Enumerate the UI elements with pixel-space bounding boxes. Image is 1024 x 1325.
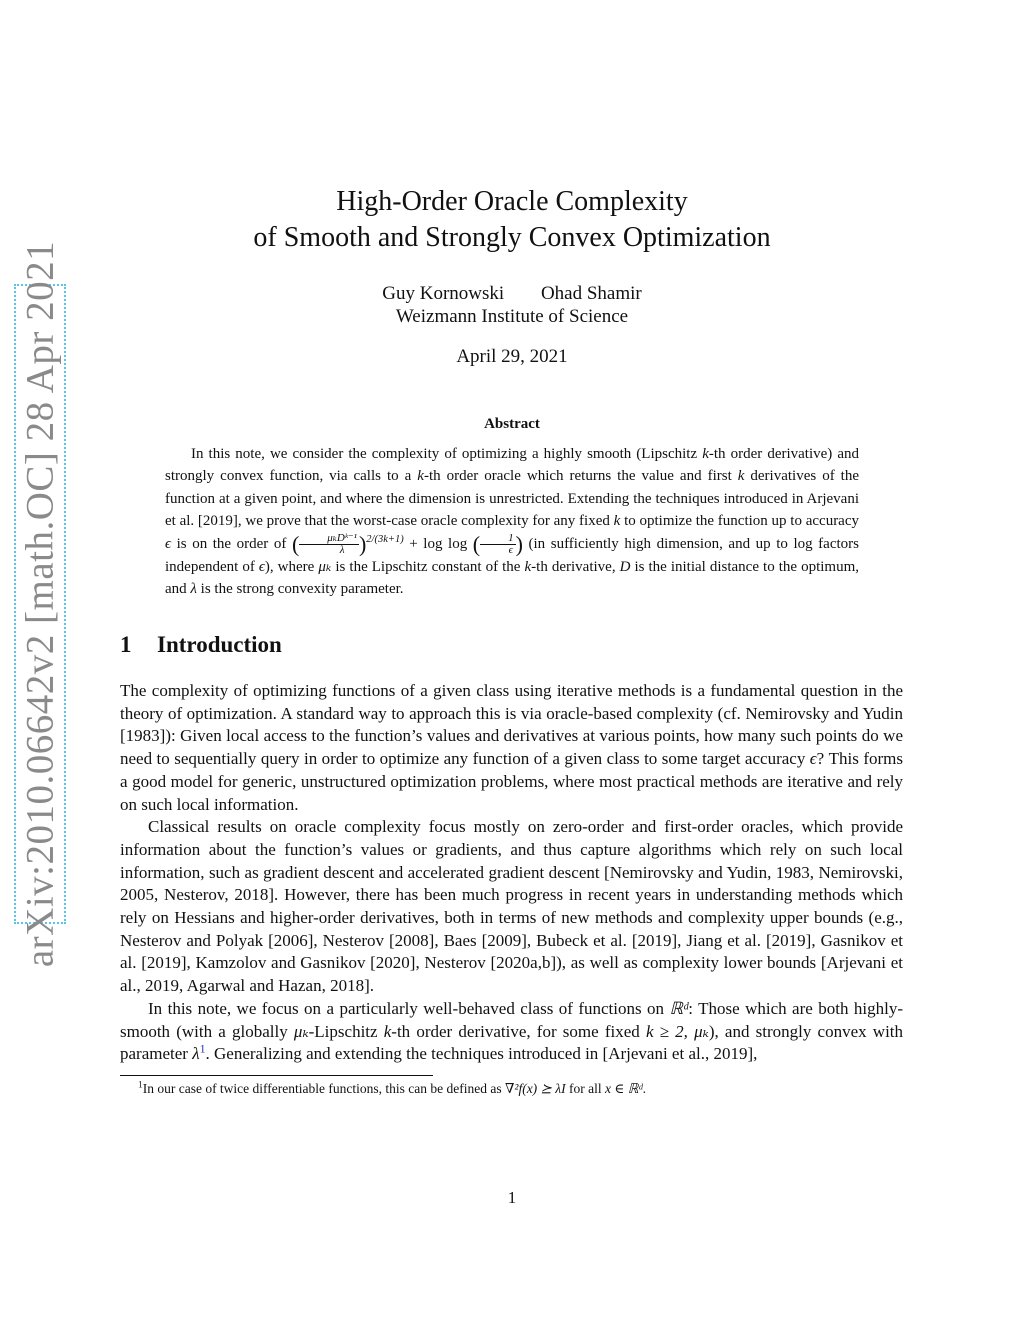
footnote-number: 1 [138, 1080, 143, 1091]
title-line-1: High-Order Oracle Complexity [336, 186, 688, 217]
complexity-fraction: $\frac{\text{μₖDᵏ⁻¹}}{\lambda}$ [299, 533, 359, 556]
citation-link[interactable]: Arjevani et al., 2019, Agarwal and Hazan, 2018 [120, 953, 903, 996]
citation-link[interactable]: Nemirovsky and Yudin, 1983, Nemirovski, 2005, Nesterov, 2018 [120, 862, 903, 905]
citation-link[interactable]: Arjevani et al., 2019 [608, 1044, 748, 1064]
authors [0, 282, 1024, 306]
intro-paragraph-2: Classical results on oracle complexity focus mostly on zero-order and first-order oracles, which provide information about the function’s values or gradients, and thus capture algorithms which rely on such local information, such as gradient descent and accelerated gradient descent [Nemirovsky and Yudin, 1983, Nemirovski, 2005, Nesterov, 2018]. However, there has been much progress in recent years in understanding methods which rely on Hessians and higher-order derivatives, both in terms of new methods and complexity upper bounds (e.g., Nesterov and Polyak [2006], Nesterov [2008], Baes [2009], Bubeck et al. [2019], Jiang et al. [2019], Gasnikov et al. [2019], Kamzolov and Gasnikov [2020], Nesterov [2020a,b]), as well as complexity lower bounds [Arjevani et al., 2019, Agarwal and Hazan, 2018]. [120, 817, 903, 996]
abstract-heading: Abstract [484, 416, 540, 432]
intro-paragraph-3: In this note, we focus on a particularly well-behaved class of functions on ℝᵈ: Those which are both highly-smooth (with a globally μₖ-Lipschitz k-th order derivative, for some fixed k ≥ 2, μₖ), and strongly convex with parameter λ$^1$. Generalizing and extending the techniques introduced in [Arjevani et al., 2019], [120, 998, 904, 1064]
footnote-rule [120, 1075, 433, 1076]
arxiv-stamp-text: arXiv:2010.06642v2 [math.OC] 28 Apr 2021 [18, 240, 62, 968]
abstract-body: In this note, we consider the complexity of optimizing a highly smooth (Lipschitz k-th order derivative) and strongly convex function, via calls to a k-th order oracle which returns the value and first k derivatives of the function at a given point, and where the dimension is unrestricted. Extending the techniques introduced in Arjevani et al. [2019], we prove that the worst-case oracle complexity for any fixed k to optimize the function up to accuracy ϵ is on the order of ( $\frac{\text{μₖDᵏ⁻¹}}{\lambda}$ )$^{2/(3k+1)}$ + log log ( $\frac{1}{\epsilon}$ ) (in sufficiently high dimension, and up to log factors independent of ϵ), where μₖ is the Lipschitz constant of the k-th derivative, D is the initial distance to the optimum, and λ is the strong convexity parameter. [165, 446, 860, 598]
inverse-eps-fraction: $\frac{1}{\epsilon}$ [480, 533, 516, 556]
intro-paragraph-1: The complexity of optimizing functions of a given class using iterative methods is a fundamental question in the theory of optimization. A standard way to approach this is via oracle-based complexity (cf. Nemirovsky and Yudin [1983]): Given local access to the function’s values and derivatives at various points, how many such points do we need to sequentially query in order to optimize any function of a given class to some target accuracy ϵ? This forms a good model for generic, unstructured optimization problems, where most practical methods are iterative and rely on such local information. [120, 681, 904, 814]
date: April 29, 2021 [456, 346, 568, 367]
section-heading-introduction [120, 632, 282, 658]
arxiv-stamp [14, 240, 66, 968]
section-title: Introduction [157, 632, 282, 657]
page-number: 1 [507, 1188, 517, 1207]
footnote: $^1$In our case of twice differentiable functions, this can be defined as ∇²f(x) ⪰ λI for all x ∈ ℝᵈ. [138, 1080, 646, 1096]
citation-link[interactable]: Nemirovsky and Yudin [1983] [120, 703, 904, 746]
paper-title [0, 184, 1024, 256]
author-1: Guy Kornowski [382, 283, 505, 304]
author-2: Ohad Shamir [540, 283, 642, 304]
complexity-exponent: 2/(3k+1) [366, 533, 404, 545]
introduction-body [120, 680, 903, 1066]
citation-link[interactable]: Nesterov and Polyak [2006], Nesterov [2008], Baes [2009], Bubeck et al. [2019], Jiang et al. [2019], Gasnikov et al. [2019], Kamzolov and Gasnikov [2020], Nesterov [2020a,b] [120, 930, 903, 973]
section-number: 1 [120, 632, 132, 657]
title-line-2: of Smooth and Strongly Convex Optimization [253, 222, 771, 253]
footnote-marker[interactable]: 1 [199, 1041, 206, 1056]
affiliation: Weizmann Institute of Science [395, 306, 629, 327]
citation-link[interactable]: Arjevani et al. [2019] [165, 490, 859, 530]
